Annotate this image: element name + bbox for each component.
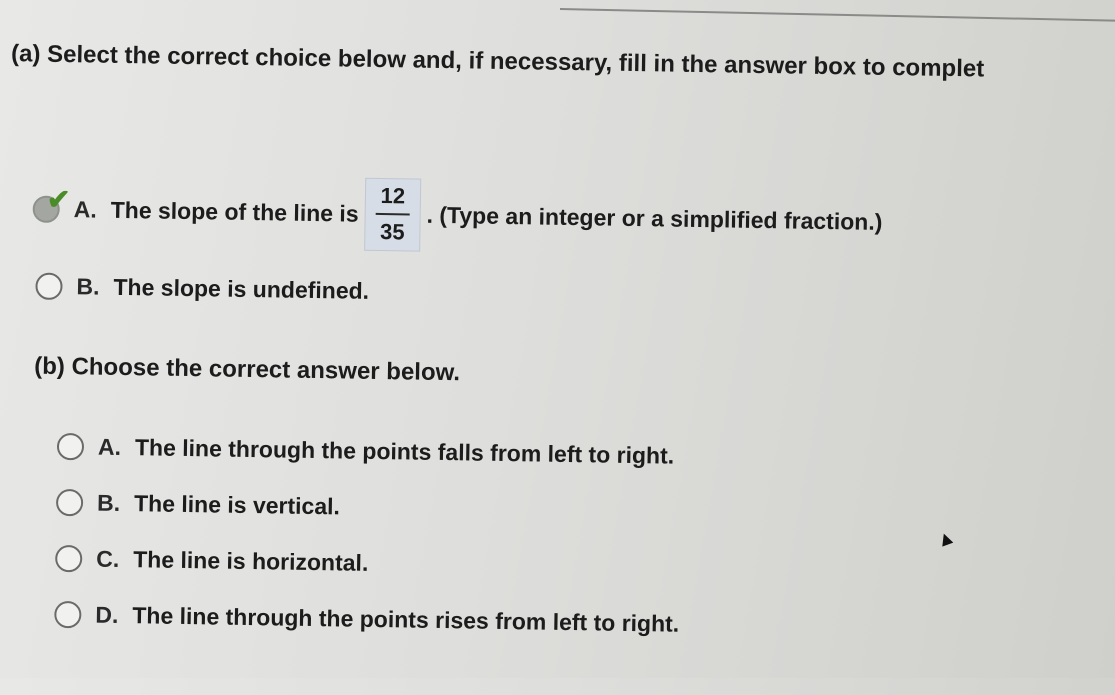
option-text: The line is horizontal. xyxy=(133,546,369,576)
option-letter: A. xyxy=(73,196,97,223)
option-text: The line through the points falls from left to right. xyxy=(134,434,675,469)
radio-a-selected[interactable] xyxy=(33,183,71,222)
option-letter: B. xyxy=(76,273,100,300)
option-text: The slope of the line is xyxy=(110,196,359,227)
radio-b-b[interactable] xyxy=(56,489,83,516)
part-b-option-c[interactable] xyxy=(55,545,369,577)
part-b-prompt: (b) Choose the correct answer below. xyxy=(34,352,461,387)
option-letter: A. xyxy=(97,433,122,460)
part-a-prompt: (a) Select the correct choice below and, if necessary, fill in the answer box to complet xyxy=(10,40,985,83)
mouse-cursor-icon: ▲ xyxy=(932,525,959,553)
fraction-bar xyxy=(376,213,410,216)
part-b-option-a[interactable] xyxy=(57,433,675,470)
part-b-option-d[interactable] xyxy=(54,601,679,638)
radio-b[interactable] xyxy=(35,273,62,300)
option-letter: D. xyxy=(95,601,119,628)
slope-answer-box[interactable] xyxy=(364,178,421,252)
fraction-denominator: 35 xyxy=(379,219,405,245)
fraction-numerator: 12 xyxy=(380,183,406,209)
part-a-option-a[interactable] xyxy=(32,173,883,259)
radio-b-c[interactable] xyxy=(55,545,82,572)
radio-b-d[interactable] xyxy=(54,601,81,628)
option-text: The line is vertical. xyxy=(133,490,341,520)
option-text: The line through the points rises from left to right. xyxy=(132,602,680,637)
option-text: The slope is undefined. xyxy=(113,273,370,304)
check-mark-icon: ✔ xyxy=(46,183,71,216)
radio-b-a[interactable] xyxy=(57,433,84,460)
option-letter: B. xyxy=(96,489,121,516)
option-letter: C. xyxy=(96,545,120,572)
part-a-option-b[interactable] xyxy=(35,273,369,305)
part-b-option-b[interactable] xyxy=(56,489,340,520)
option-text-after: . (Type an integer or a simplified fraction.) xyxy=(426,201,883,235)
